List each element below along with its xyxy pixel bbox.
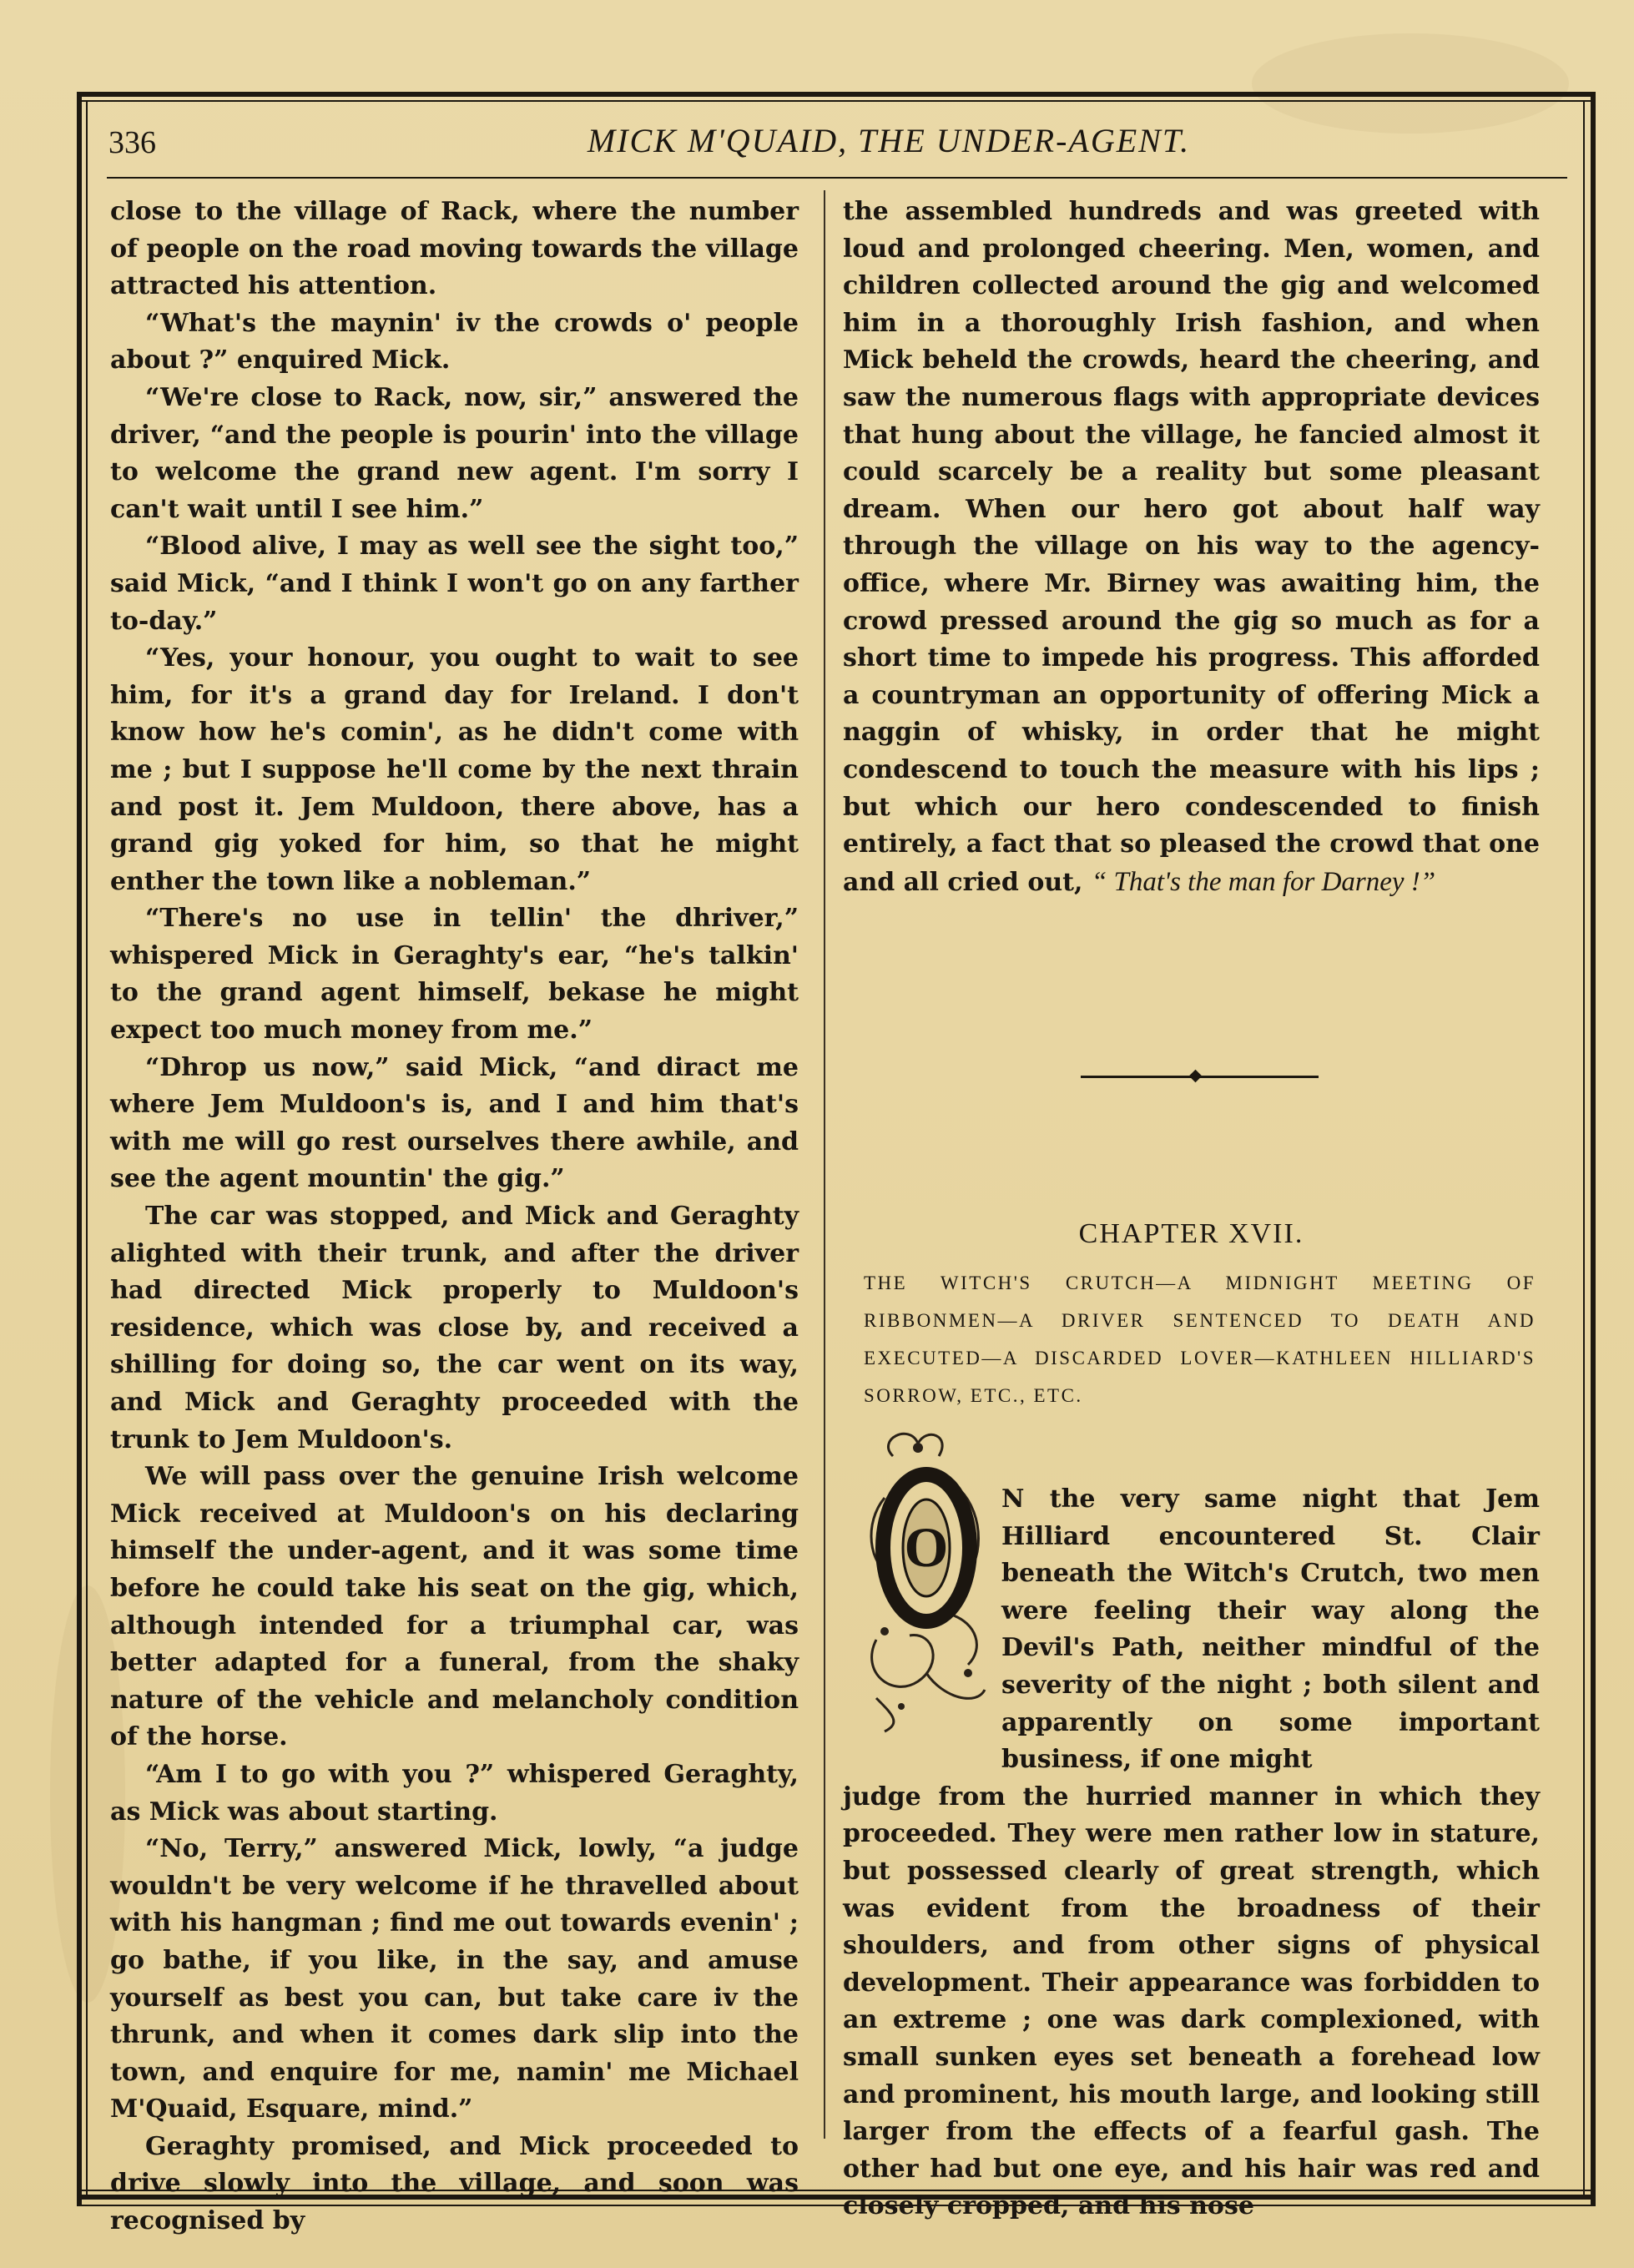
chapter-synopsis: THE WITCH'S CRUTCH—A MIDNIGHT MEETING OF RIBBONMEN—A DRIVER SENTENCED TO DEATH AND EXECUTED—A DISCARDED LOVER—KATHLEEN HILLIARD'S SORROW, ETC., ETC. (864, 1273, 1536, 1406)
paragraph: Geraghty promised, and Mick proceeded to drive slowly into the village, and soon was recognised by (110, 2131, 799, 2236)
header-rule (107, 177, 1567, 179)
paragraph (843, 194, 1540, 901)
paragraph: “No, Terry,” answered Mick, lowly, “a judge wouldn't be very welcome if he thravelled about with his hangman ; find me out towards evenin' ; go bathe, if you like, in the say, and amuse yourself as best you can, but take care iv the thrunk, and when it comes dark slip into the town, and enquire for me, namin' me Michael M'Quaid, Esquare, mind.” (110, 1834, 799, 2124)
paragraph: The car was stopped, and Mick and Geraghty alighted with their trunk, and after the driver had directed Mick properly to Muldoon's residence, which was close by, and received a shilling for doing so, the car went on its way, and Mick and Geraghty proceeded with the trunk to Jem Muldoon's. (110, 1202, 799, 1454)
page-number: 336 (108, 125, 156, 160)
paragraph: We will pass over the genuine Irish welcome Mick received at Muldoon's on his declaring himself the under-agent, and it was some time before he could take his seat on the gig, which, although intended for a triumphal car, was better adapted for a funeral, from the shaky nature of the vehicle and melancholy condition of the horse. (110, 1462, 799, 1752)
paragraph: “Yes, your honour, you ought to wait to see him, for it's a grand day for Ireland. I don't know how he's comin', as he didn't come with me ; but I suppose he'll come by the next thrain and post it. Jem Muldoon, there above, has a grand gig yoked for him, so that he might enther the town like a nobleman.” (110, 643, 799, 896)
running-title: MICK M'QUAID, THE UNDER-AGENT. (587, 122, 1191, 159)
dropcap-letter: O (904, 1515, 949, 1579)
top-border-rule-thin (77, 100, 1596, 102)
left-border-rule (77, 92, 82, 2206)
column-divider (824, 190, 825, 2139)
top-border-rule (77, 92, 1596, 97)
paragraph-text: the assembled hundreds and was greeted with loud and prolonged cheering. Men, women, and children collected around the gig and welcomed him in a thoroughly Irish fashion, and when Mick beheld the crowds, heard the cheering, and saw the numerous flags with appropriate devices that hung about the village, he fancied almost it could scarcely be a reality but some pleasant dream. When our hero got about half way through the village on his way to the agency-office, where Mr. Birney was awaiting him, the crowd pressed around the gig so much as for a short time to impede his progress. This afforded a countryman an opportunity of offering Mick a naggin of whisky, in order that he might condescend to touch the measure with his lips ; but which our hero condescended to finish entirely, a fact that so pleased the crowd that one and all cried out, (843, 197, 1540, 897)
left-column (110, 194, 799, 2240)
chapter-paragraph: judge from the hurried manner in which they proceeded. They were men rather low in stature, but possessed clearly of great strength, which was evident from the broadness of their shoulders, and from other signs of physical development. Their appearance was forbidden to an extreme ; one was dark complexioned, with small sunken eyes set beneath a forehead low and prominent, his mouth large, and looking still larger from the effects of a fearful gash. The other had but one eye, and his hair was red and closely cropped, and his nose (843, 1782, 1540, 2221)
chapter-body (843, 1481, 1540, 2225)
right-border-rule (1591, 92, 1596, 2206)
paragraph: close to the village of Rack, where the number of people on the road moving towards the village attracted his attention. (110, 197, 799, 301)
closing-quote: “ That's the man for Darney !” (1091, 866, 1436, 897)
left-border-rule-thin (86, 100, 88, 2195)
paragraph: “Dhrop us now,” said Mick, “and diract me where Jem Muldoon's is, and I and him that's with me will go rest ourselves there awhile, and see the agent mountin' the gig.” (110, 1052, 799, 1194)
paragraph: “Am I to go with you ?” whispered Geraghty, as Mick was about starting. (110, 1759, 799, 1827)
right-border-rule-thin (1583, 100, 1585, 2195)
right-column (843, 194, 1540, 901)
paper-stain (1252, 33, 1569, 134)
chapter-opening-paragraph: N the very same night that Jem Hilliard encountered St. Clair beneath the Witch's Crutch, two men were feeling their way along the Devil's Path, neither mindful of the severity of the night ; both silent and apparently on some important business, if one might (1001, 1484, 1540, 1775)
paragraph: “We're close to Rack, now, sir,” answered the driver, “and the people is pourin' into the village to welcome the grand new agent. I'm sorry I can't wait until I see him.” (110, 382, 799, 524)
paragraph: “What's the maynin' iv the crowds o' people about ?” enquired Mick. (110, 308, 799, 375)
chapter-title: CHAPTER XVII. (1078, 1218, 1304, 1249)
paragraph: “Blood alive, I may as well see the sight too,” said Mick, “and I think I won't go on any farther to-day.” (110, 532, 799, 636)
page-header (108, 121, 1565, 171)
paragraph: “There's no use in tellin' the dhriver,” whispered Mick in Geraghty's ear, “he's talkin' to the grand agent himself, bekase he might expect too much money from me.” (110, 904, 799, 1046)
section-ornament-diamond (1189, 1070, 1203, 1083)
